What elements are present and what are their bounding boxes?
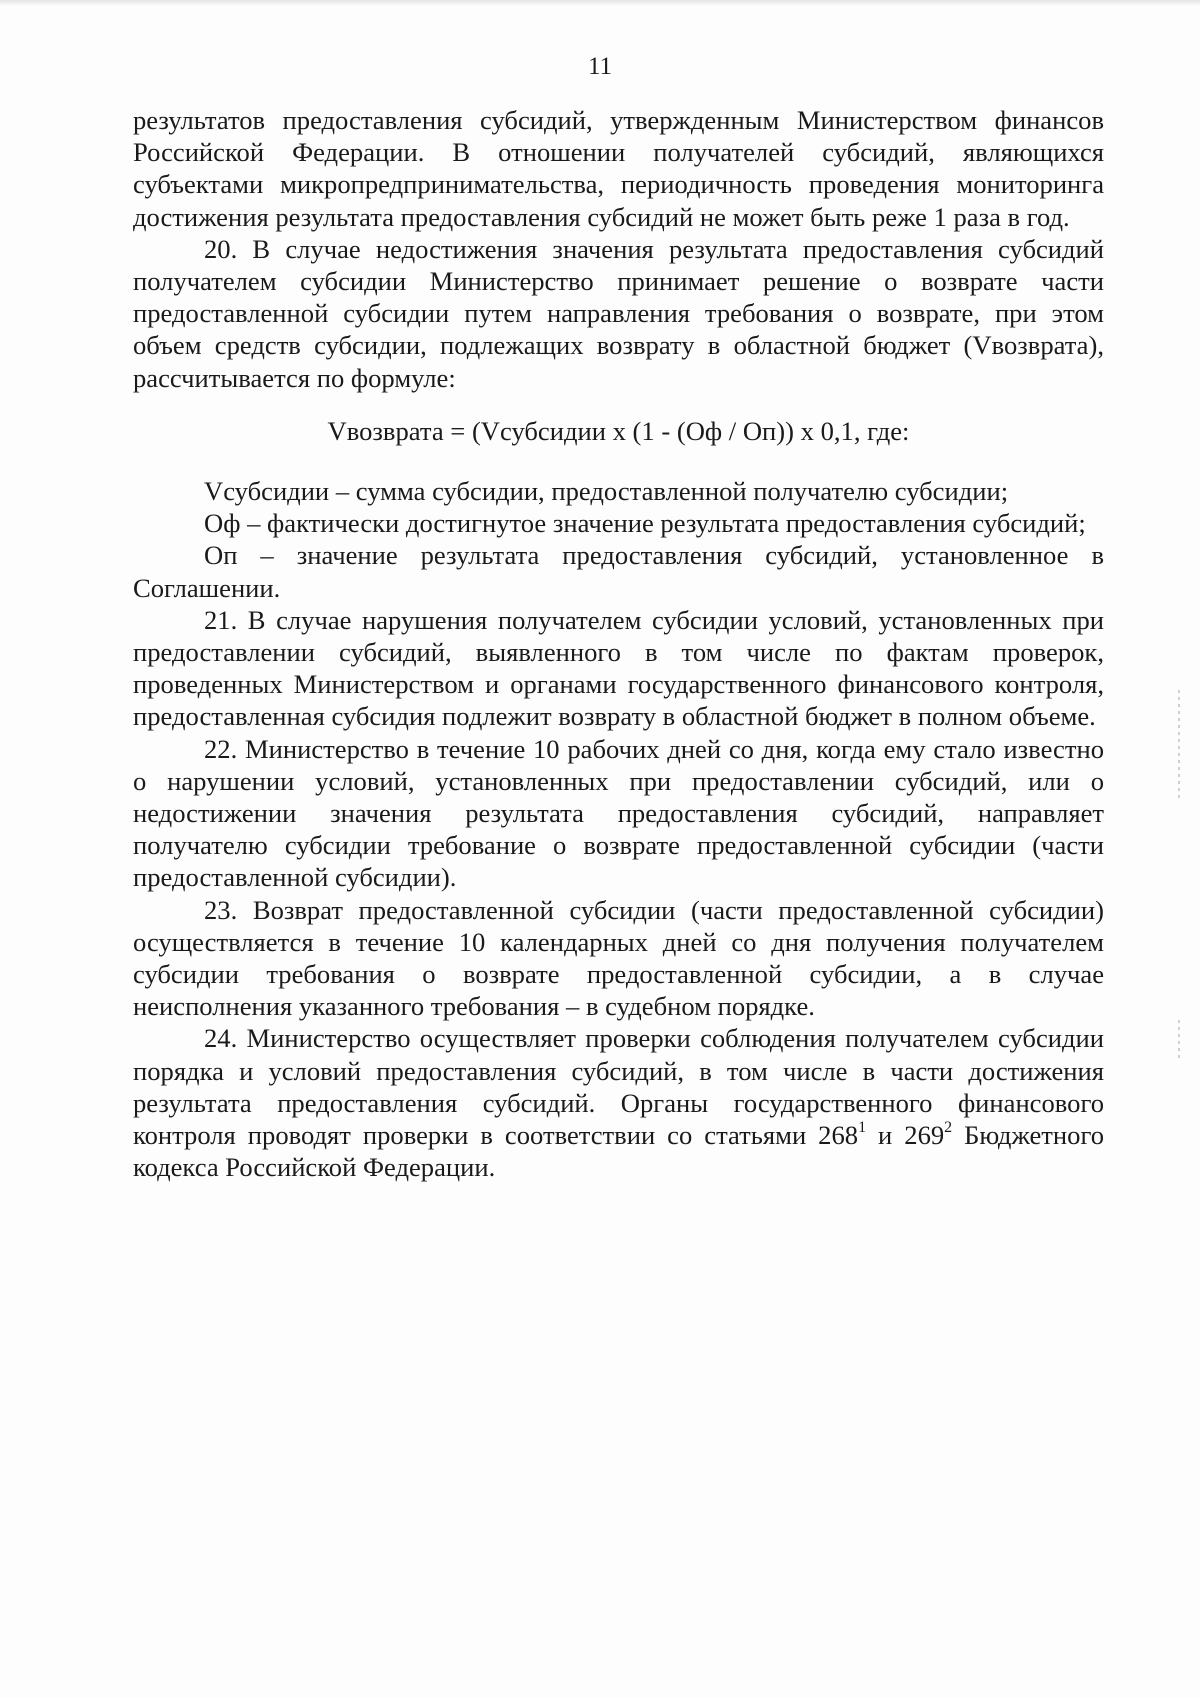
footnote-mark-2: 2 [944,1119,953,1137]
paragraph-continuation: результатов предоставления субсидий, утвержденным Министерством финансов Российской Федерации. В отношении получателей субсидий, являющихся субъектами микропредпринимательства, периодичность проведения мониторинга достижения результата предоставления субсидий не может быть реже 1 раза в год. [133,105,1104,232]
document-body [133,104,1104,1184]
definition-vsubsidii: Vсубсидии – сумма субсидии, предоставленной получателю субсидии; [204,476,1009,507]
paragraph-24-text-end: Бюджетного кодекса Российской Федерации. [133,1120,1104,1183]
definition-op: Оп – значение результата предоставления субсидий, установленное в Соглашении. [133,540,1104,603]
footnote-mark-1: 1 [858,1119,867,1137]
paragraph-24-text-middle: и 269 [866,1120,945,1151]
paragraph-21: 21. В случае нарушения получателем субсидии условий, установленных при предоставлении субсидий, выявленного в том числе по фактам проверок, проведенных Министерством и органами государственного финансового контроля, предоставленная субсидия подлежит возврату в областной бюджет в полном объеме. [133,604,1104,732]
scan-artifact [1178,1020,1180,1060]
scan-artifact [1178,690,1180,800]
scan-edge [0,0,1200,6]
definition-of: Оф – фактически достигнутое значение результата предоставления субсидий; [204,508,1086,539]
paragraph-24-text: 24. Министерство осуществляет проверки соблюдения получателем субсидии порядка и условий предоставления субсидий, в том числе в части достижения результата предоставления субсидий. Органы государственного финансового контроля проводят проверки в соответствии со статьями 268 [133,1023,1104,1151]
paragraph-22: 22. Министерство в течение 10 рабочих дней со дня, когда ему стало известно о нарушении условий, установленных при предоставлении субсидий, или о недостижении значения результата предоставления субсидий, направляет получателю субсидии требование о возврате предоставленной субсидии (части предоставленной субсидии). [133,733,1104,893]
paragraph-24 [133,1022,1104,1183]
paragraph-20: 20. В случае недостижения значения результата предоставления субсидий получателем субсидии Министерство принимает решение о возврате части предоставленной субсидии путем направления требования о возврате, при этом объем средств субсидии, подлежащих возврату в областной бюджет (Vвозврата), рассчитывается по формуле: [133,233,1104,393]
paragraph-23: 23. Возврат предоставленной субсидии (части предоставленной субсидии) осуществляется в течение 10 календарных дней со дня получения получателем субсидии требования о возврате предоставленной субсидии, а в случае неисполнения указанного требования – в судебном порядке. [133,894,1104,1022]
page-number: 11 [587,53,613,80]
refund-formula: Vвозврата = (Vсубсидии х (1 - (Оф / Оп)) х 0,1, где: [327,415,910,446]
